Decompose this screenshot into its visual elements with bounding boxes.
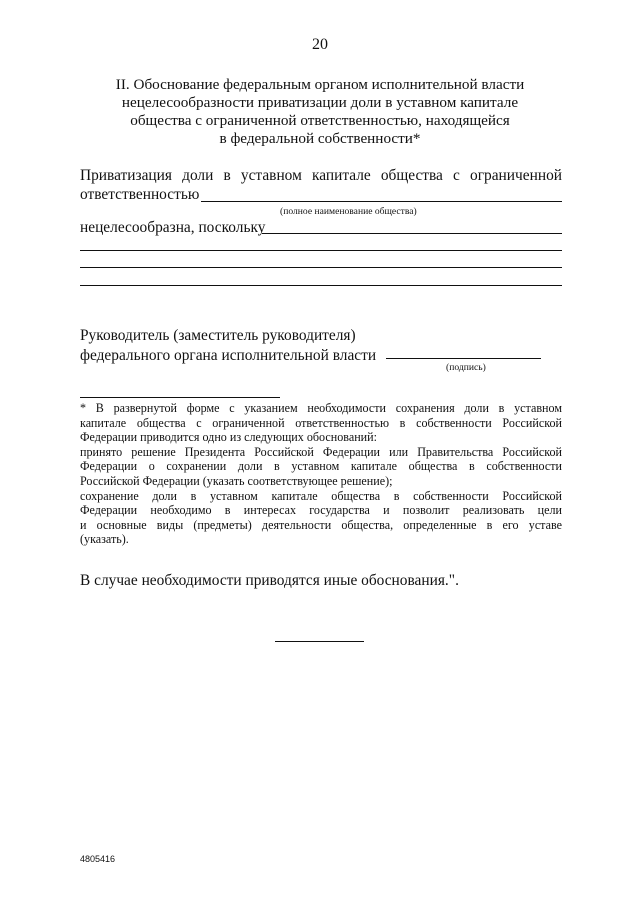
closing-sentence: В случае необходимости приводятся иные обоснования.". xyxy=(80,572,459,589)
footnote-line: (указать). xyxy=(80,532,129,547)
document-code: 4805416 xyxy=(80,854,116,864)
footnote-line: принято решение Президента Российской Федерации или Правительства Российской xyxy=(80,444,562,459)
signatory-title xyxy=(80,326,376,366)
section-heading xyxy=(80,76,560,148)
reason-label: нецелесообразна, поскольку xyxy=(80,219,266,236)
footnote xyxy=(80,401,562,547)
heading-line: нецелесообразности приватизации доли в уставном капитале xyxy=(121,94,519,111)
footnote-line: капитале общества с ограниченной ответственностью в собственности Российской xyxy=(80,415,562,430)
footnote-line: * В развернутой форме с указанием необходимости сохранения доли в уставном xyxy=(80,401,562,415)
company-label: ответственностью xyxy=(80,186,200,203)
page-number: 20 xyxy=(312,36,328,53)
company-caption: (полное наименование общества) xyxy=(280,206,417,217)
footnote-line: Федерации о сохранении доли в уставном капитале общества в собственности xyxy=(80,459,562,474)
signature-caption: (подпись) xyxy=(446,362,486,373)
footnote-line: сохранение доли в уставном капитале общества в собственности Российской xyxy=(80,488,562,503)
reason-field-line[interactable] xyxy=(80,267,562,268)
signature-field[interactable] xyxy=(386,358,541,359)
heading-line: II. Обоснование федеральным органом исполнительной власти xyxy=(115,76,525,93)
company-row xyxy=(80,186,562,206)
end-of-document-line xyxy=(275,641,364,642)
footnote-separator xyxy=(80,397,280,398)
company-name-field[interactable] xyxy=(201,201,562,202)
heading-line: в федеральной собственности* xyxy=(219,130,421,147)
signatory-line: федерального органа исполнительной власти xyxy=(80,347,377,364)
signatory-line: Руководитель (заместитель руководителя) xyxy=(80,327,356,344)
footnote-line: Федерации приводится одно из следующих обоснований: xyxy=(80,430,377,445)
footnote-line: Федерации необходимо в интересах государства и позволит реализовать цели xyxy=(80,503,562,518)
reason-field-line[interactable] xyxy=(262,233,562,234)
form-intro-line: Приватизация доли в уставном капитале общества с ограниченной xyxy=(80,167,562,184)
footnote-line: и основные виды (предметы) деятельности общества, определенные в его уставе xyxy=(80,517,562,532)
reason-row xyxy=(80,219,562,239)
footnote-line: Российской Федерации (указать соответствующее решение); xyxy=(80,473,393,488)
heading-line: общества с ограниченной ответственностью, находящейся xyxy=(130,112,510,129)
reason-field-line[interactable] xyxy=(80,250,562,251)
reason-field-line[interactable] xyxy=(80,285,562,286)
